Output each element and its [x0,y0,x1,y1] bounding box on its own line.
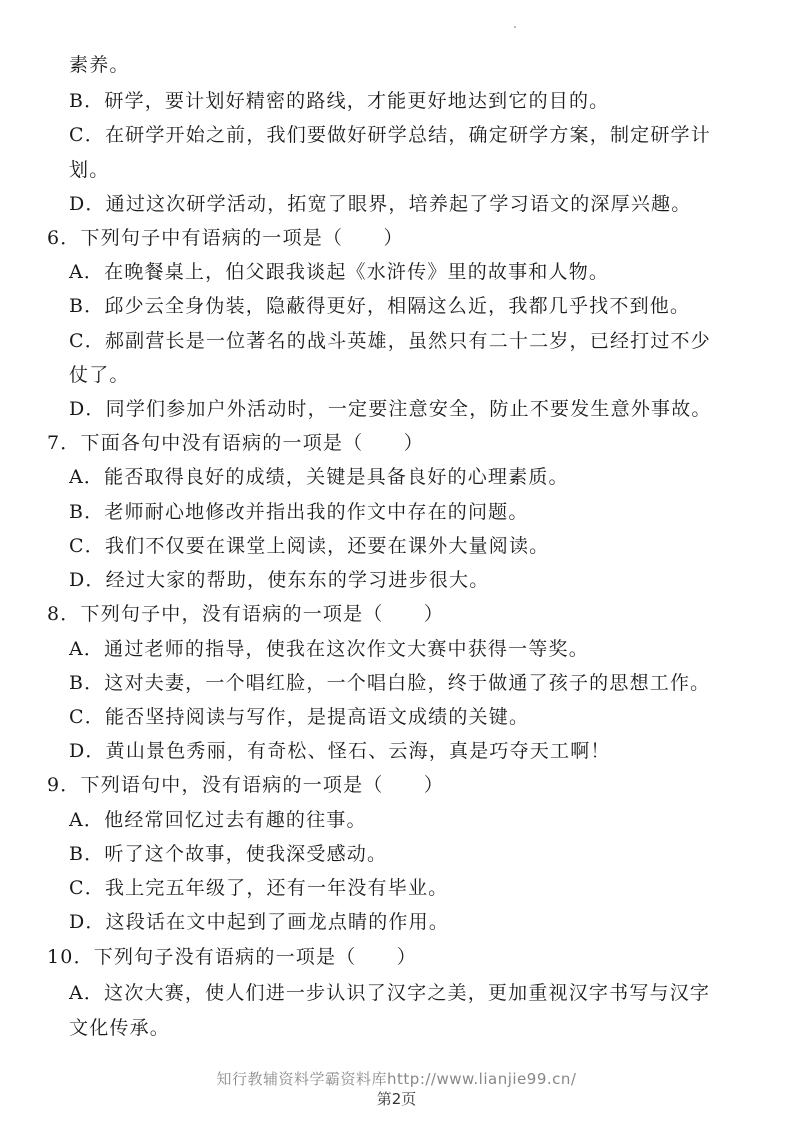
option-line: C．在研学开始之前，我们要做好研学总结，确定研学方案，制定研学计 [69,124,711,146]
option-line: B．邱少云全身伪装，隐蔽得更好，相隔这么近，我都几乎找不到他。 [69,295,691,317]
question-7: 7．下面各句中没有语病的一项是（ ） [47,432,424,454]
page-number: 第2页 [376,1090,417,1108]
text-line: 划。 [69,159,110,181]
option-line: D．黄山景色秀丽，有奇松、怪石、云海，真是巧夺天工啊！ [69,740,611,762]
question-6: 6．下列句子中有语病的一项是（ ） [47,227,404,249]
option-line: C．我上完五年级了，还有一年没有毕业。 [69,877,449,899]
option-line: C．郝副营长是一位著名的战斗英雄，虽然只有二十二岁，已经打过不少 [69,330,711,352]
option-line: B．老师耐心地修改并指出我的作文中存在的问题。 [69,501,529,523]
option-line: C．我们不仅要在课堂上阅读，还要在课外大量阅读。 [69,535,550,557]
option-line: D．这段话在文中起到了画龙点睛的作用。 [69,911,450,933]
text-line: 文化传承。 [69,1017,171,1039]
option-line: A．在晚餐桌上，伯父跟我谈起《水浒传》里的故事和人物。 [69,261,610,283]
question-9: 9．下列语句中，没有语病的一项是（ ） [47,774,445,796]
option-line: A．他经常回忆过去有趣的往事。 [69,809,367,831]
option-line: A．通过老师的指导，使我在这次作文大赛中获得一等奖。 [69,638,589,660]
scan-dot [514,26,516,28]
source-watermark: 知行教辅资料学霸资料库http://www.lianjie99.cn/ [216,1070,577,1088]
text-line: 素养。 [69,54,130,76]
option-line: B．研学，要计划好精密的路线，才能更好地达到它的目的。 [69,90,610,112]
option-line: A．这次大赛，使人们进一步认识了汉字之美，更加重视汉字书写与汉字 [69,982,711,1004]
option-line: D．通过这次研学活动，拓宽了眼界，培养起了学习语文的深厚兴趣。 [69,193,692,215]
option-line: A．能否取得良好的成绩，关键是具备良好的心理素质。 [69,466,569,488]
option-line: D．经过大家的帮助，使东东的学习进步很大。 [69,569,490,591]
question-10: 10．下列句子没有语病的一项是（ ） [47,946,417,968]
option-line: D．同学们参加户外活动时，一定要注意安全，防止不要发生意外事故。 [69,398,712,420]
option-line: B．听了这个故事，使我深受感动。 [69,843,388,865]
option-line: C．能否坚持阅读与写作，是提高语文成绩的关键。 [69,706,530,728]
question-8: 8．下列句子中，没有语病的一项是（ ） [47,603,445,625]
option-line: B．这对夫妻，一个唱红脸，一个唱白脸，终于做通了孩子的思想工作。 [69,672,711,694]
text-line: 仗了。 [69,364,130,386]
